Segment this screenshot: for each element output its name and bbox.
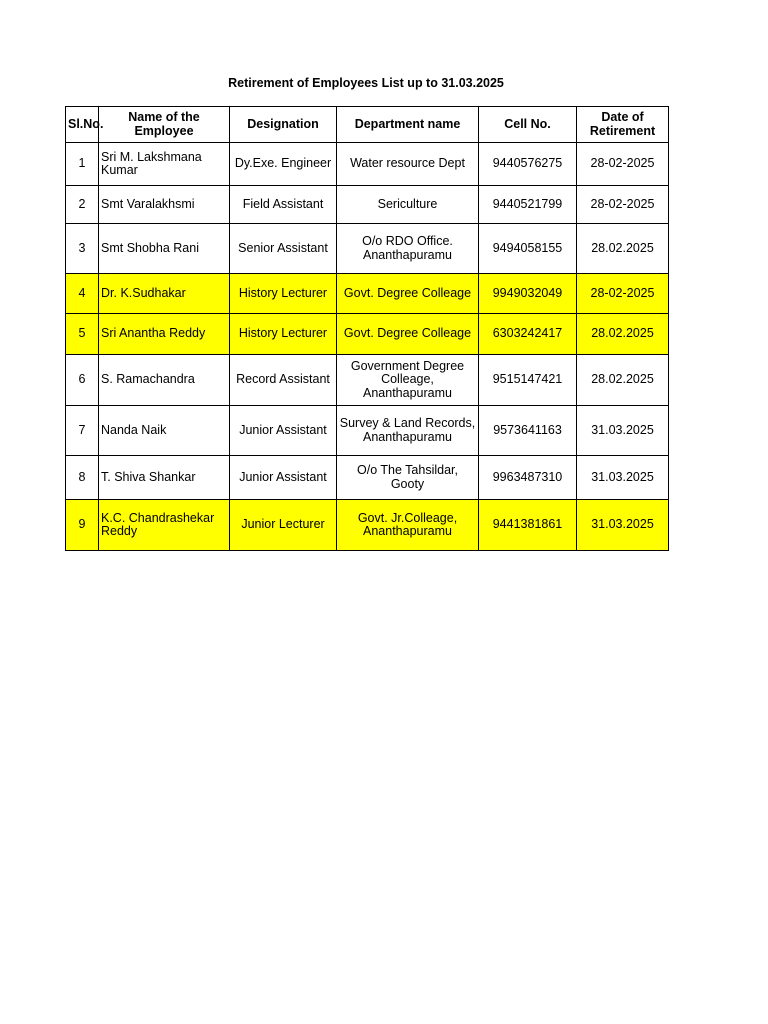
cell-date: 31.03.2025 (577, 456, 669, 500)
column-header-sl-no: Sl.No. (66, 107, 99, 143)
cell-designation: Field Assistant (230, 186, 337, 224)
table-row (66, 274, 669, 314)
cell-sl-no: 5 (66, 314, 99, 355)
cell-sl-no: 6 (66, 355, 99, 406)
page-title: Retirement of Employees List up to 31.03.2025 (228, 76, 504, 90)
cell-name: Nanda Naik (99, 406, 230, 456)
cell-name: Dr. K.Sudhakar (99, 274, 230, 314)
cell-phone: 9963487310 (479, 456, 577, 500)
cell-department: Government Degree Colleage, Ananthapuramu (337, 355, 479, 406)
cell-department: O/o RDO Office. Ananthapuramu (337, 224, 479, 274)
cell-name: Sri M. Lakshmana Kumar (99, 143, 230, 186)
cell-designation: Record Assistant (230, 355, 337, 406)
table-row (66, 314, 669, 355)
table-header-row (66, 107, 669, 143)
cell-sl-no: 4 (66, 274, 99, 314)
cell-date: 31.03.2025 (577, 500, 669, 551)
cell-designation: Dy.Exe. Engineer (230, 143, 337, 186)
cell-name: T. Shiva Shankar (99, 456, 230, 500)
table-row (66, 500, 669, 551)
cell-name: Smt Varalakhsmi (99, 186, 230, 224)
cell-sl-no: 1 (66, 143, 99, 186)
cell-date: 28-02-2025 (577, 274, 669, 314)
cell-phone: 9441381861 (479, 500, 577, 551)
table-row (66, 406, 669, 456)
cell-designation: Junior Assistant (230, 456, 337, 500)
column-header-date: Date of Retirement (577, 107, 669, 143)
cell-name: Sri Anantha Reddy (99, 314, 230, 355)
cell-name: S. Ramachandra (99, 355, 230, 406)
cell-designation: History Lecturer (230, 314, 337, 355)
cell-department: Govt. Jr.Colleage, Ananthapuramu (337, 500, 479, 551)
column-header-name: Name of the Employee (99, 107, 230, 143)
table-row (66, 224, 669, 274)
column-header-designation: Designation (230, 107, 337, 143)
column-header-cell: Cell No. (479, 107, 577, 143)
cell-phone: 6303242417 (479, 314, 577, 355)
retirement-table (65, 106, 669, 551)
cell-sl-no: 3 (66, 224, 99, 274)
cell-phone: 9949032049 (479, 274, 577, 314)
cell-phone: 9515147421 (479, 355, 577, 406)
cell-department: Govt. Degree Colleage (337, 274, 479, 314)
table-row (66, 143, 669, 186)
cell-date: 28-02-2025 (577, 143, 669, 186)
table-row (66, 186, 669, 224)
cell-department: O/o The Tahsildar, Gooty (337, 456, 479, 500)
cell-phone: 9494058155 (479, 224, 577, 274)
cell-name: Smt Shobha Rani (99, 224, 230, 274)
cell-phone: 9440521799 (479, 186, 577, 224)
cell-date: 28.02.2025 (577, 314, 669, 355)
cell-department: Survey & Land Records, Ananthapuramu (337, 406, 479, 456)
cell-designation: Junior Assistant (230, 406, 337, 456)
cell-date: 28.02.2025 (577, 355, 669, 406)
cell-designation: History Lecturer (230, 274, 337, 314)
cell-sl-no: 8 (66, 456, 99, 500)
cell-designation: Senior Assistant (230, 224, 337, 274)
cell-designation: Junior Lecturer (230, 500, 337, 551)
table-row (66, 456, 669, 500)
cell-sl-no: 9 (66, 500, 99, 551)
cell-name: K.C. Chandrashekar Reddy (99, 500, 230, 551)
table-row (66, 355, 669, 406)
cell-phone: 9573641163 (479, 406, 577, 456)
cell-date: 31.03.2025 (577, 406, 669, 456)
cell-date: 28.02.2025 (577, 224, 669, 274)
cell-department: Govt. Degree Colleage (337, 314, 479, 355)
cell-sl-no: 2 (66, 186, 99, 224)
cell-date: 28-02-2025 (577, 186, 669, 224)
cell-phone: 9440576275 (479, 143, 577, 186)
cell-sl-no: 7 (66, 406, 99, 456)
column-header-department: Department name (337, 107, 479, 143)
cell-department: Sericulture (337, 186, 479, 224)
cell-department: Water resource Dept (337, 143, 479, 186)
